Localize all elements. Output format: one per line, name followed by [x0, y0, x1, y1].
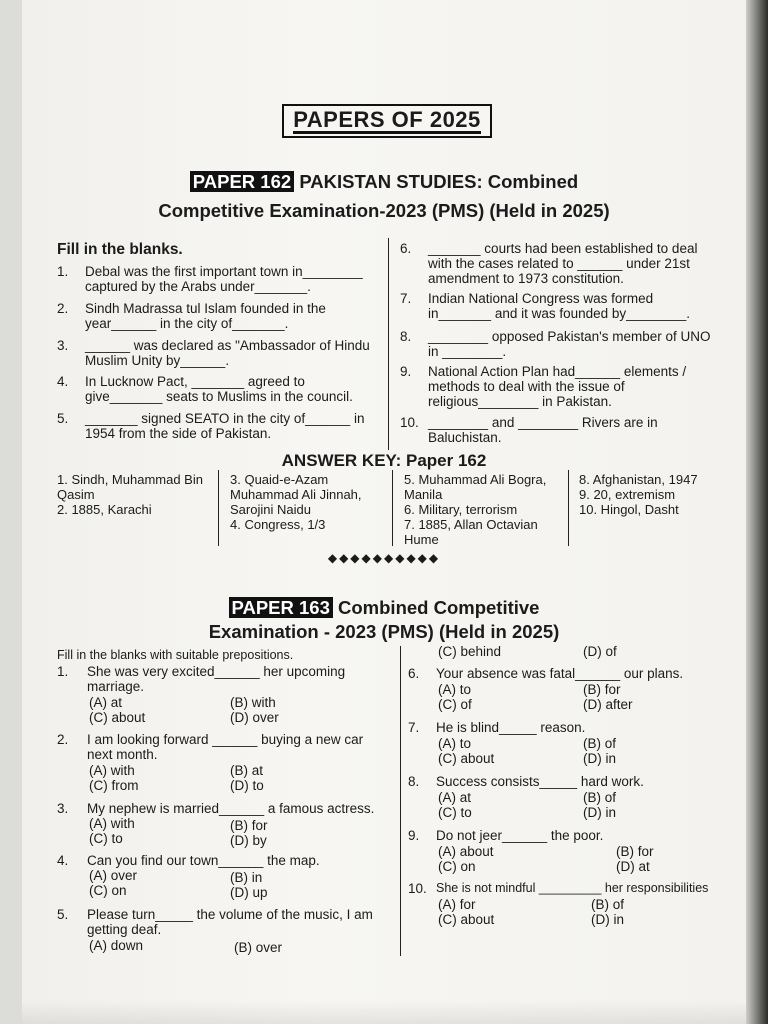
question-text: He is blind_____ reason.: [436, 720, 586, 735]
question-number: 10.: [408, 881, 427, 896]
option: (C) about: [438, 751, 495, 766]
question-number: 9.: [408, 828, 420, 843]
paper162-title-line1: [22, 171, 746, 193]
option: (D) at: [616, 859, 650, 874]
papers-header-box: [282, 104, 492, 138]
answer-key-entry: 1. Sindh, Muhammad Bin Qasim: [57, 472, 203, 502]
option: (C) on: [89, 883, 127, 898]
option: (D) in: [583, 751, 616, 766]
question-number: 7.: [400, 291, 412, 306]
option: (D) of: [583, 644, 617, 659]
paper162-column-divider: [388, 238, 389, 450]
question-text: Success consists_____ hard work.: [436, 774, 644, 789]
option: (A) about: [438, 844, 494, 859]
document-page: [22, 0, 746, 1024]
answer-key-entry: 9. 20, extremism: [579, 487, 676, 502]
question-text: Your absence was fatal______ our plans.: [436, 666, 684, 681]
paper163-title-text: Combined Competitive: [338, 597, 540, 618]
question-number: 1.: [57, 264, 69, 279]
question-text: Please turn_____ the volume of the music, I am getting deaf.: [87, 907, 373, 937]
option: (B) of: [591, 897, 625, 912]
option: (B) with: [230, 695, 276, 710]
option: (B) for: [583, 682, 621, 697]
question-text: Can you find our town______ the map.: [87, 853, 320, 868]
question-text: National Action Plan had______ elements / methods to deal with the issue of religious________ in Pakistan.: [428, 364, 687, 409]
answer-key-divider-2: [392, 470, 393, 546]
question-text: Debal was the first important town in________ captured by the Arabs under_______.: [85, 264, 363, 294]
paper163-column-divider: [400, 646, 401, 956]
question-text: ______ was declared as "Ambassador of Hindu Muslim Unity by______.: [85, 338, 370, 368]
paper162-title-text: PAKISTAN STUDIES: Combined: [299, 171, 579, 192]
answer-key-entry: 10. Hingol, Dasht: [579, 502, 679, 517]
option: (A) down: [89, 938, 144, 953]
question-text: In Lucknow Pact, _______ agreed to give_______ seats to Muslims in the council.: [85, 374, 353, 404]
answer-key-col-3: [404, 472, 558, 547]
question-text: _______ signed SEATO in the city of______ in 1954 from the side of Pakistan.: [85, 411, 365, 441]
option: (C) about: [89, 710, 146, 725]
option: (D) after: [583, 697, 633, 712]
paper163-title-line1: [22, 597, 746, 619]
question-number: 2.: [57, 732, 69, 747]
option: (C) on: [438, 859, 476, 874]
paper162-section-heading: Fill in the blanks.: [57, 241, 183, 258]
answer-key-entry: 2. 1885, Karachi: [57, 502, 152, 517]
answer-key-entry: 4. Congress, 1/3: [230, 517, 326, 532]
option: (D) by: [230, 833, 267, 848]
question-number: 4.: [57, 853, 69, 868]
option: (D) in: [583, 805, 616, 820]
question-number: 8.: [400, 329, 412, 344]
answer-key-col-4: [579, 472, 739, 517]
question-number: 5.: [57, 411, 69, 426]
question-number: 2.: [57, 301, 69, 316]
question-number: 5.: [57, 907, 69, 922]
paper163-instruction: Fill in the blanks with suitable prepositions.: [57, 648, 294, 662]
answer-key-entry: 6. Military, terrorism: [404, 502, 518, 517]
answer-key-divider-1: [218, 470, 219, 546]
option: (C) behind: [438, 644, 502, 659]
page-bottom-shadow: [22, 1000, 746, 1024]
question-number: 10.: [400, 415, 419, 430]
answer-key-col-1: [57, 472, 209, 517]
option: (A) to: [438, 736, 472, 751]
paper162-title-line2: Competitive Examination-2023 (PMS) (Held in 2025): [158, 200, 610, 221]
paper163-title-line2: Examination - 2023 (PMS) (Held in 2025): [208, 621, 560, 642]
option: (B) over: [234, 940, 283, 955]
answer-key-entry: 3. Quaid-e-Azam Muhammad Ali Jinnah, Sarojini Naidu: [230, 472, 362, 517]
option: (A) at: [89, 695, 123, 710]
paper162-tag: PAPER 162: [190, 171, 294, 192]
option: (D) over: [230, 710, 279, 725]
papers-header-title: PAPERS OF 2025: [293, 106, 481, 132]
question-text: My nephew is married______ a famous actress.: [87, 801, 375, 816]
option: (B) of: [583, 790, 617, 805]
section-divider-diamonds: ◆◆◆◆◆◆◆◆◆◆: [327, 551, 441, 565]
option: (C) from: [89, 778, 139, 793]
question-text: _______ courts had been established to deal with the cases related to ______ under 21st amendment to 1973 constitution.: [428, 241, 698, 286]
option: (B) of: [583, 736, 617, 751]
question-text: Indian National Congress was formed in_______ and it was founded by________.: [428, 291, 690, 321]
question-number: 8.: [408, 774, 420, 789]
question-number: 6.: [400, 241, 412, 256]
option: (D) to: [230, 778, 264, 793]
option: (A) to: [438, 682, 472, 697]
option: (B) for: [616, 844, 654, 859]
question-number: 1.: [57, 664, 69, 679]
question-number: 7.: [408, 720, 420, 735]
question-text: Sindh Madrassa tul Islam founded in the year______ in the city of_______.: [85, 301, 326, 331]
option: (B) at: [230, 763, 264, 778]
option: (C) about: [438, 912, 495, 927]
page-edge-shadow: [746, 0, 768, 1024]
option: (B) for: [230, 818, 268, 833]
question-number: 4.: [57, 374, 69, 389]
option: (D) in: [591, 912, 624, 927]
answer-key-entry: 8. Afghanistan, 1947: [579, 472, 698, 487]
question-text: She is not mindful _________ her responsibilities: [436, 881, 709, 895]
option: (A) with: [89, 763, 135, 778]
option: (C) to: [89, 831, 123, 846]
question-text: She was very excited______ her upcoming marriage.: [87, 664, 346, 694]
question-text: ________ and ________ Rivers are in Baluchistan.: [428, 415, 658, 445]
option: (A) over: [89, 868, 138, 883]
paper163-tag: PAPER 163: [229, 597, 333, 618]
option: (C) of: [438, 697, 472, 712]
option: (D) up: [230, 885, 268, 900]
answer-key-divider-3: [568, 470, 569, 546]
question-text: ________ opposed Pakistan's member of UNO in ________.: [428, 329, 711, 359]
question-number: 3.: [57, 338, 69, 353]
question-text: Do not jeer______ the poor.: [436, 828, 604, 843]
question-number: 3.: [57, 801, 69, 816]
question-number: 9.: [400, 364, 412, 379]
option: (B) in: [230, 870, 263, 885]
answer-key-heading: ANSWER KEY: Paper 162: [281, 451, 487, 470]
option: (A) for: [438, 897, 476, 912]
option: (A) with: [89, 816, 135, 831]
question-number: 6.: [408, 666, 420, 681]
option: (C) to: [438, 805, 472, 820]
answer-key-entry: 7. 1885, Allan Octavian Hume: [404, 517, 538, 547]
question-text: I am looking forward ______ buying a new car next month.: [87, 732, 364, 762]
answer-key-col-2: [230, 472, 382, 532]
option: (A) at: [438, 790, 472, 805]
answer-key-entry: 5. Muhammad Ali Bogra, Manila: [404, 472, 547, 502]
